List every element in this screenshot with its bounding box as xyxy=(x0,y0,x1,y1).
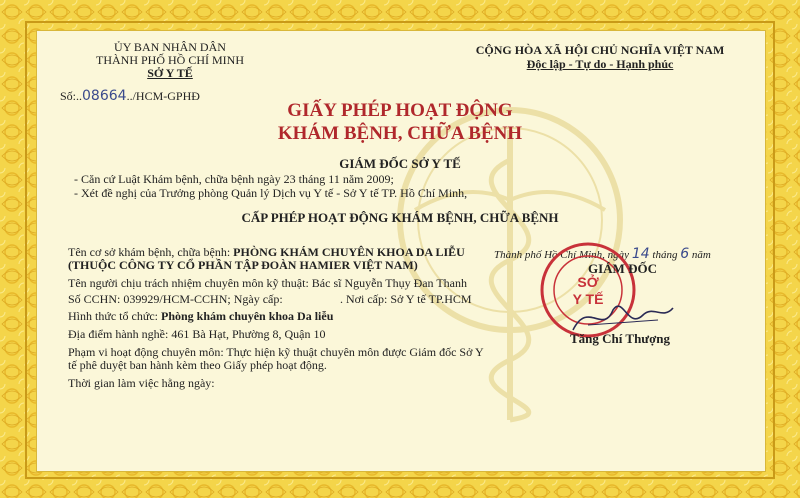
decision: CẤP PHÉP HOẠT ĐỘNG KHÁM BỆNH, CHỮA BỆNH xyxy=(241,210,559,225)
stamp-top-text: SỞ xyxy=(577,274,599,290)
basis-line-2: - Xét đề nghị của Trưởng phòng Quản lý Dịch vụ Y tế - Sở Y tế TP. Hồ Chí Minh, xyxy=(74,186,468,200)
national-motto: Độc lập - Tự do - Hạnh phúc xyxy=(526,57,674,71)
address-label: Địa điểm hành nghề: xyxy=(68,327,169,341)
signature-title: GIÁM ĐỐC xyxy=(588,261,657,276)
document-number xyxy=(60,89,200,103)
agency-line-2: THÀNH PHỐ HỒ CHÍ MINH xyxy=(96,53,244,67)
scope-line-1: Phạm vi hoạt động chuyên môn: Thực hiện kỹ thuật chuyên môn được Giám đốc Sở Y xyxy=(68,345,484,359)
issue-place-label: . Nơi cấp: xyxy=(340,292,388,306)
authority: GIÁM ĐỐC SỞ Y TẾ xyxy=(339,156,461,171)
issue-date-label: Ngày cấp: xyxy=(233,292,283,306)
month-prefix: tháng xyxy=(652,249,678,261)
signer-name: Tăng Chí Thượng xyxy=(570,331,671,346)
date-day: 14 xyxy=(631,246,650,262)
issue-place-value: Sở Y tế TP.HCM xyxy=(390,292,472,306)
cert-row xyxy=(68,292,283,306)
form-row xyxy=(68,309,333,323)
responsible-value: Bác sĩ Nguyễn Thụy Đan Thanh xyxy=(311,276,467,290)
cert-value: 039929/HCM-CCHN; xyxy=(123,292,231,306)
number-suffix: ../HCM-GPHĐ xyxy=(126,89,200,103)
address-value: 461 Bà Hạt, Phường 8, Quận 10 xyxy=(171,327,326,341)
hours-label: Thời gian làm việc hằng ngày: xyxy=(68,376,215,390)
title-line-1: GIẤY PHÉP HOẠT ĐỘNG xyxy=(287,100,513,121)
facility-sub: (THUỘC CÔNG TY CỔ PHẦN TẬP ĐOÀN HAMIER VIỆT NAM) xyxy=(68,258,418,272)
responsible-row xyxy=(68,276,467,290)
address-row xyxy=(68,327,325,341)
title-line-2: KHÁM BỆNH, CHỮA BỆNH xyxy=(277,123,523,144)
date-prefix: Thành phố Hồ Chí Minh, ngày xyxy=(494,249,630,261)
agency-line-1: ỦY BAN NHÂN DÂN xyxy=(114,40,226,54)
facility-value: PHÒNG KHÁM CHUYÊN KHOA DA LIỄU xyxy=(233,245,465,259)
form-label: Hình thức tổ chức: xyxy=(68,309,158,323)
number-prefix: Số: xyxy=(60,89,77,103)
scope-line-2: tế phê duyệt ban hành kèm theo Giấy phép hoạt động. xyxy=(68,358,327,372)
form-value: Phòng khám chuyên khoa Da liễu xyxy=(161,309,334,323)
issue-place xyxy=(340,292,472,306)
responsible-label: Tên người chịu trách nhiệm chuyên môn kỹ thuật: xyxy=(68,276,309,290)
national-title: CỘNG HÒA XÃ HỘI CHỦ NGHĨA VIỆT NAM xyxy=(475,43,725,57)
agency-line-3: SỞ Y TẾ xyxy=(147,66,193,80)
number-dots: .. xyxy=(76,89,83,103)
cert-label: Số CCHN: xyxy=(68,292,121,306)
year-prefix: năm xyxy=(691,249,711,261)
stamp-bottom-text: Y TẾ xyxy=(572,291,604,307)
facility-label: Tên cơ sở khám bệnh, chữa bệnh: xyxy=(68,245,231,259)
date-month: 6 xyxy=(680,246,690,262)
basis-line-1: - Căn cứ Luật Khám bệnh, chữa bệnh ngày 23 tháng 11 năm 2009; xyxy=(74,172,394,186)
facility-row xyxy=(68,245,465,259)
number-handwritten: 08664 xyxy=(82,88,127,104)
